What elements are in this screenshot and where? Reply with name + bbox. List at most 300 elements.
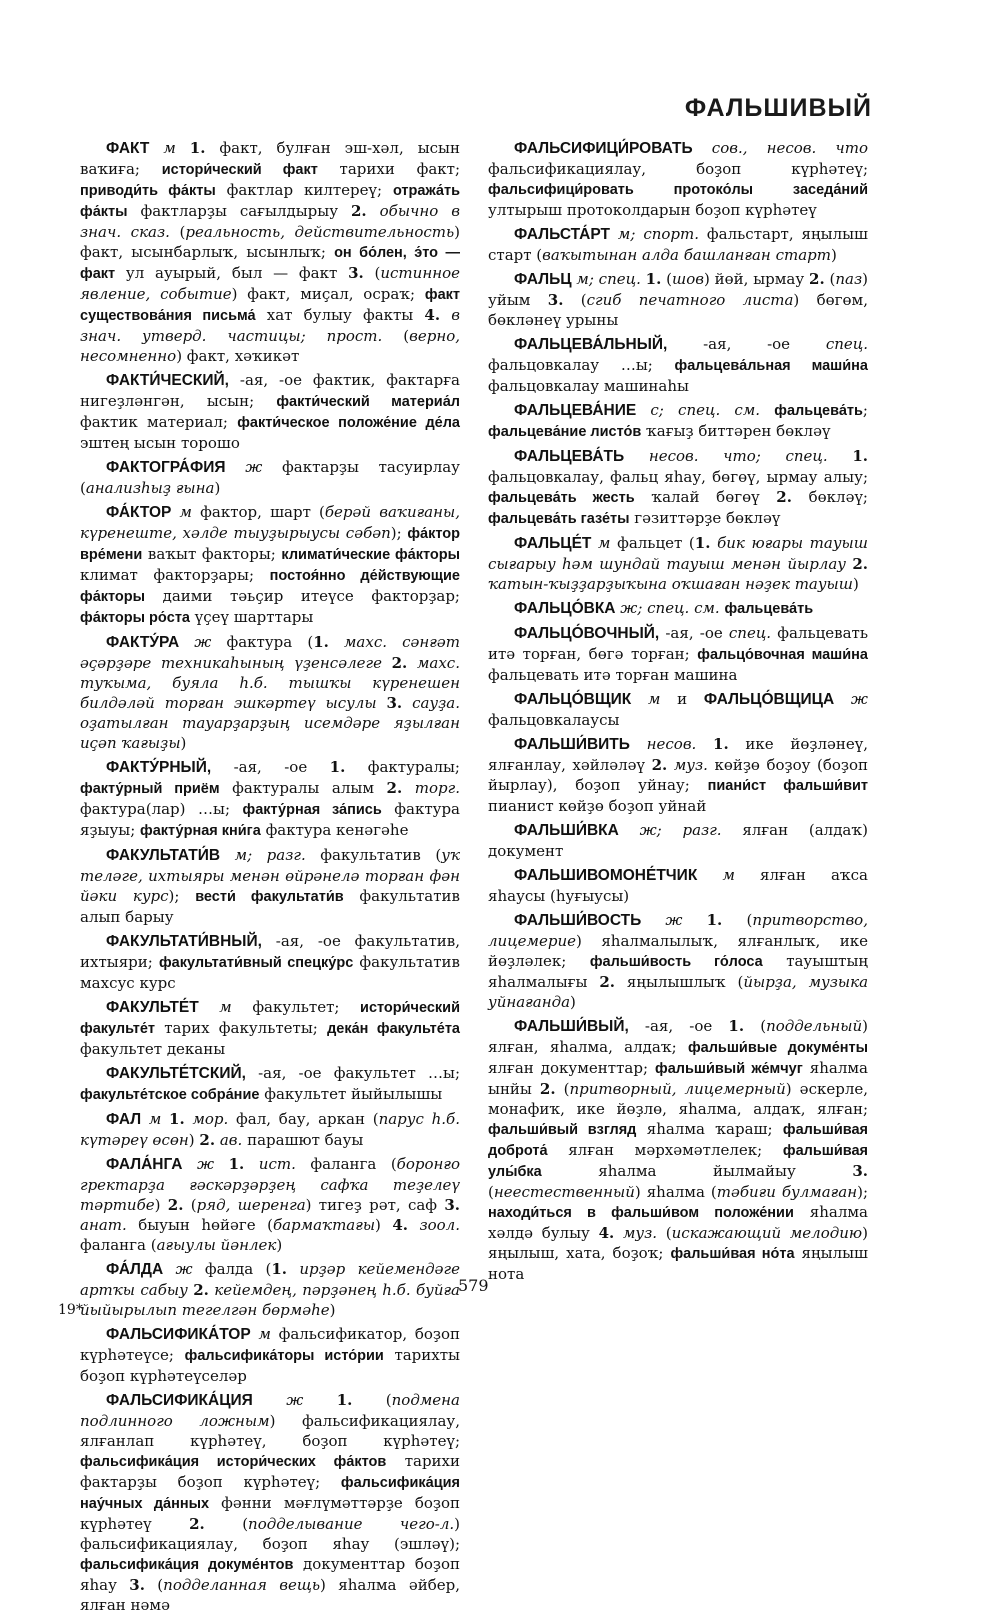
dictionary-entry <box>80 1259 460 1320</box>
definition-text: фәнни мәғлүмәттәрҙе боҙоп күрһәтеү <box>80 1494 460 1533</box>
grammar-label: м <box>219 998 232 1016</box>
definition-text: факультатив махсус курс <box>80 953 460 992</box>
headword: ФАЛ <box>106 1111 142 1128</box>
grammar-label: сгиб печатного листа <box>586 291 794 309</box>
grammar-label: подделывание чего-л. <box>248 1515 455 1533</box>
example-phrase: фальсифика́ция нау́чных да́нных <box>80 1475 460 1512</box>
definition-text: ) факт, ысынбарлыҡ, ысынлыҡ; <box>80 223 460 261</box>
definition-text: тарихи фактарҙы боҙоп күрһәтеү; <box>80 1452 460 1491</box>
definition-text: ( <box>488 1183 494 1201</box>
definition-text: -ая, -ое фактик, фактарға нигеҙләнгән, ысын; <box>80 371 460 410</box>
definition-text: ваҡыт факторы; <box>142 545 282 563</box>
definition-text: факультет деканы <box>80 1040 226 1058</box>
definition-text <box>244 1155 259 1173</box>
definition-text: парашют бауы <box>242 1131 364 1149</box>
grammar-label: ирҙәр кейемендәге артҡы сабыу <box>80 1260 460 1299</box>
grammar-label: спец. <box>825 335 868 353</box>
dictionary-entry <box>80 845 460 927</box>
example-phrase: находи́ться в фальши́вом положе́нии <box>488 1205 794 1221</box>
definition-text: даими тәьҫир итеүсе факторҙар; <box>145 587 460 605</box>
example-phrase: климати́ческие фа́кторы <box>281 547 461 563</box>
example-phrase: фальши́вая доброта́ <box>488 1122 868 1159</box>
definition-text: ) <box>154 1196 168 1214</box>
definition-text <box>402 779 415 797</box>
sense-number: 1. <box>645 270 662 288</box>
definition-text: ) әскерле, монафиҡ, ике йөҙлө, яһалма, алдаҡ, ялған; <box>488 1080 868 1118</box>
grammar-label: верно, несомненно <box>80 327 460 365</box>
definition-text: тарихты боҙоп күрһәтеүселәр <box>80 1346 460 1385</box>
definition-text: ) яңылыш, хата, боҙоҡ; <box>488 1224 868 1262</box>
grammar-label: ж <box>194 633 212 651</box>
dictionary-entry <box>488 334 868 396</box>
definition-text: ) ялған, яһалма, алдаҡ; <box>488 1017 868 1056</box>
headword: ФАКТ <box>106 140 150 157</box>
definition-text: фаланга ( <box>295 1155 397 1173</box>
example-phrase: истори́ческий факт <box>161 162 318 178</box>
headword: ФАКУЛЬТЕ́ТСКИЙ, <box>106 1065 246 1082</box>
example-phrase: факульте́тское собра́ние <box>80 1087 260 1103</box>
grammar-label: с; спец. см. <box>650 401 761 419</box>
definition-text <box>161 1110 169 1128</box>
headword: ФАЛА́НГА <box>106 1156 183 1173</box>
definition-text <box>760 401 774 419</box>
grammar-label: сауҙа. оҙатылған тауарҙарҙың исемдәре яҙылған иҫәп ҡағыҙы <box>80 694 460 752</box>
definition-text: ( <box>352 1391 392 1409</box>
definition-text <box>682 911 706 929</box>
sense-number: 2. <box>193 1281 209 1299</box>
grammar-label: несов. <box>646 735 697 753</box>
example-phrase: фальцева́ть <box>774 403 863 419</box>
grammar-label: искажающий мелодию <box>671 1224 863 1242</box>
sense-number: 2. <box>351 202 367 220</box>
dictionary-entry <box>488 138 868 220</box>
definition-text: ) <box>276 1236 283 1254</box>
example-phrase: фальши́вая но́та <box>670 1246 795 1262</box>
headword: ФАЛЬЦО́ВЩИЦА <box>703 691 835 708</box>
dictionary-entry <box>488 689 868 730</box>
sense-number: 4. <box>424 306 441 324</box>
example-phrase: фальцева́ние листо́в <box>488 424 642 440</box>
definition-text: көйҙө боҙоу (боҙоп йырлау), боҙоп уйнау; <box>488 756 868 794</box>
definition-text <box>214 1155 229 1173</box>
dictionary-entry <box>488 224 868 265</box>
definition-text: яңылышлыҡ ( <box>615 973 744 991</box>
sense-number: 1. <box>271 1260 288 1278</box>
example-phrase: фальцева́льная маши́на <box>674 358 868 374</box>
definition-text: ( <box>657 1224 672 1242</box>
definition-text: ) фальсификациялау, боҙоп яһау (эшләү); <box>80 1515 460 1553</box>
headword: ФАЛЬСИФИКА́ЦИЯ <box>106 1392 253 1409</box>
sense-number: 1. <box>169 1110 185 1128</box>
definition-text <box>377 694 387 712</box>
grammar-label: ж; разг. <box>639 821 722 839</box>
definition-text: ) <box>375 1216 393 1234</box>
definition-text: факультатив ( <box>305 846 442 864</box>
dictionary-entry <box>80 997 460 1059</box>
definition-text: фактлар килтереү; <box>215 181 393 199</box>
sense-number: 3. <box>386 694 403 712</box>
running-head: ФАЛЬШИВЫЙ <box>684 94 872 122</box>
definition-text <box>382 654 392 672</box>
definition-text: ); <box>168 887 196 905</box>
dictionary-entry <box>80 457 460 498</box>
definition-text: ( <box>363 264 381 282</box>
definition-text: фактура ( <box>211 633 314 651</box>
example-phrase: отража́ть фа́кты <box>80 183 460 220</box>
definition-text: фальцет ( <box>610 534 695 552</box>
definition-text <box>641 911 665 929</box>
definition-text: фал, бау, аркан ( <box>228 1110 379 1128</box>
definition-text: ) <box>180 734 187 752</box>
headword: ФАКТИ́ЧЕСКИЙ, <box>106 372 229 389</box>
headword: ФАЛЬШИ́ВКА <box>514 822 619 839</box>
grammar-label: боронғо гректарҙа ғәскәрҙәрҙең сафҡа теҙелеү тәртибе <box>80 1155 460 1214</box>
definition-text <box>329 633 344 651</box>
example-phrase: фальши́вый взгляд <box>488 1122 637 1138</box>
sense-number: 1. <box>694 534 711 552</box>
headword: ФАКТУ́РА <box>106 634 180 651</box>
definition-text: факультатив алып барыу <box>80 887 460 926</box>
definition-text: ултырыш протоколдарын боҙоп күрһәтеү <box>488 201 817 219</box>
definition-text <box>614 1224 623 1242</box>
example-phrase: фальши́вый же́мчуг <box>655 1061 803 1077</box>
sense-number: 3. <box>547 291 564 309</box>
dictionary-entry <box>488 269 868 330</box>
grammar-label: анат. <box>80 1216 127 1234</box>
definition-text: эштең ысын торошо <box>80 434 240 452</box>
grammar-label: в знач. утверд. частицы; прост. <box>80 306 460 345</box>
sense-number: 2. <box>809 270 825 288</box>
definition-text: ) уйым <box>488 270 868 309</box>
grammar-label: м <box>722 866 735 884</box>
dictionary-entry <box>488 1016 868 1284</box>
definition-text <box>834 690 851 708</box>
example-phrase: фальцева́ть газе́ты <box>488 511 630 527</box>
grammar-label: подмена подлинного ложным <box>80 1391 460 1430</box>
definition-text: фактор, шарт ( <box>191 503 325 521</box>
definition-text <box>149 139 163 157</box>
example-phrase: фальсифика́ция докуме́нтов <box>80 1557 294 1573</box>
example-phrase: дека́н факульте́та <box>327 1021 460 1037</box>
definition-text <box>176 139 190 157</box>
grammar-label: обычно в знач. сказ. <box>80 202 460 241</box>
definition-text <box>163 1260 175 1278</box>
grammar-label: ҡатын-ҡыҙҙарҙыҡына оҡшаған нәҙек тауыш <box>488 575 853 593</box>
definition-text <box>636 401 650 419</box>
grammar-label: муз. <box>673 756 708 774</box>
headword: ФАЛЬЦЕВА́ТЬ <box>514 448 625 465</box>
sense-number: 1. <box>189 139 206 157</box>
definition-text <box>828 447 853 465</box>
definition-text <box>303 1391 336 1409</box>
dictionary-entry <box>80 502 460 628</box>
definition-text: ( <box>824 270 836 288</box>
definition-text <box>402 694 412 712</box>
definition-text: ) бөгөм, бөкләнеү урыны <box>488 291 868 329</box>
example-phrase: истори́ческий факульте́т <box>80 1000 460 1037</box>
definition-text: гәзиттәрҙе бөкләү <box>629 509 781 527</box>
definition-text: ) <box>329 1301 336 1319</box>
definition-text: ); <box>390 524 408 542</box>
dictionary-entry <box>80 1063 460 1105</box>
definition-text: -ая, -ое <box>628 1017 729 1035</box>
definition-text <box>631 690 648 708</box>
definition-text <box>253 1391 286 1409</box>
definition-text: фактуралы алым <box>219 779 387 797</box>
definition-text: -ая, -ое <box>667 335 826 353</box>
definition-text: ); <box>857 1183 868 1201</box>
definition-text: тарихи факт; <box>317 160 460 178</box>
definition-text: фактларҙы сағылдырыу <box>127 202 351 220</box>
grammar-label: несов. что; спец. <box>648 447 828 465</box>
definition-text: ( <box>144 1576 164 1594</box>
definition-text: факультет; <box>231 998 361 1016</box>
grammar-label: м <box>148 1110 162 1128</box>
definition-text: ) фальсификациялау, ялғанлап күрһәтеү, боҙоп күрһәтеү; <box>80 1412 460 1450</box>
example-phrase: фальсифика́ция истори́ческих фа́ктов <box>80 1454 387 1470</box>
definition-text: ялған (алдаҡ) документ <box>488 821 868 860</box>
definition-text: үҫеү шарттары <box>190 608 314 626</box>
definition-text <box>179 633 194 651</box>
definition-text: ) <box>830 246 837 264</box>
sense-number: 3. <box>852 1162 868 1180</box>
definition-text: яһалма ҡараш; <box>636 1120 783 1138</box>
grammar-label: торг. <box>414 779 460 797</box>
headword: ФАЛЬСИФИКА́ТОР <box>106 1326 251 1343</box>
definition-text: фальцовкалау …ы; <box>488 356 675 374</box>
example-phrase: фальши́вость го́лоса <box>589 954 763 970</box>
grammar-label: кейемдең, пәрҙәнең һ.б. буйға йыйырылып тегелгән бөрмәһе <box>80 1281 460 1319</box>
grammar-label: ж; спец. см. <box>620 599 720 617</box>
definition-text: пианист көйҙө боҙоп уйнай <box>488 797 707 815</box>
example-phrase: факту́рный приём <box>80 781 220 797</box>
grammar-label: ж <box>665 911 683 929</box>
definition-text <box>226 458 246 476</box>
dictionary-entry <box>488 446 868 529</box>
definition-text <box>610 225 618 243</box>
dictionary-column-left <box>80 138 460 1619</box>
definition-text: ) яһалма ( <box>634 1183 717 1201</box>
dictionary-entry <box>488 623 868 685</box>
definition-text <box>141 1110 149 1128</box>
sense-number: 1. <box>228 1155 245 1173</box>
definition-text: климат факторҙары; <box>80 566 270 584</box>
grammar-label: реальность, действительность <box>185 223 455 241</box>
sense-number: 4. <box>392 1216 408 1234</box>
definition-text: фактура кенәгәһе <box>260 821 409 839</box>
grammar-label: истинное явление, событие <box>80 264 460 303</box>
definition-text: ( <box>661 270 672 288</box>
definition-text: -ая, -ое <box>211 758 330 776</box>
grammar-label: тәбиғи булмаған <box>716 1183 858 1201</box>
grammar-label: ағыулы йәнлек <box>156 1236 277 1254</box>
definition-text: ул ауырый, был — факт <box>115 264 349 282</box>
definition-text: ; <box>862 401 868 419</box>
sense-number: 1. <box>336 1391 353 1409</box>
sense-number: 1. <box>852 447 868 465</box>
example-phrase: факт существова́ния письма́ <box>80 287 461 324</box>
headword: ФАЛЬШИ́ВИТЬ <box>514 736 630 753</box>
definition-text: и <box>660 690 704 708</box>
headword: ФАЛЬСИФИЦИ́РОВАТЬ <box>514 140 693 157</box>
definition-text: фальстарт, яңылыш старт ( <box>488 225 868 264</box>
sense-number: 4. <box>598 1224 615 1242</box>
sense-number: 3. <box>348 264 364 282</box>
definition-text: факт, булған эш-хәл, ысын ваҡиға; <box>80 139 460 178</box>
example-phrase: факту́рная кни́га <box>140 823 261 839</box>
example-phrase: фальсифици́ровать протоко́лы заседа́ний <box>488 182 868 198</box>
sense-number: 1. <box>329 758 346 776</box>
definition-text: ( <box>722 911 753 929</box>
dictionary-entry <box>80 1109 460 1150</box>
grammar-label: м <box>647 690 661 708</box>
definition-text: яһалма хәлдә булыу <box>488 1203 868 1242</box>
sense-number: 1. <box>313 633 329 651</box>
definition-text: ) факт, миҫал, осраҡ; <box>231 285 425 303</box>
grammar-label: притворство, лицемерие <box>488 911 868 950</box>
grammar-label: подделанная вещь <box>163 1576 321 1594</box>
definition-text <box>619 821 640 839</box>
example-phrase: приводи́ть фа́кты <box>80 183 216 199</box>
grammar-label: ж <box>245 458 263 476</box>
dictionary-entry <box>80 632 460 753</box>
definition-text: ҡалай бөгөү <box>634 488 777 506</box>
headword: ФАЛЬЦЕ́Т <box>514 535 592 552</box>
grammar-label: ж <box>286 1391 304 1409</box>
definition-text: фактуралы; <box>345 758 460 776</box>
grammar-label: ж <box>175 1260 193 1278</box>
headword: ФАЛЬЦО́ВОЧНЫЙ, <box>514 625 660 642</box>
sense-number: 2. <box>776 488 792 506</box>
definition-text: фальцевать итә торған, бөгә торған; <box>488 624 868 663</box>
definition-text: ) яһалма әйбер, ялған нәмә <box>80 1576 460 1614</box>
definition-text: яңылыш нота <box>488 1244 868 1283</box>
headword: ФАЛЬШИ́ВЫЙ, <box>514 1018 629 1035</box>
definition-text: -ая, -ое факультет …ы; <box>245 1064 460 1082</box>
dictionary-entry <box>488 598 868 619</box>
dictionary-entry <box>80 138 460 366</box>
example-phrase: фальцо́вочная маши́на <box>697 647 868 663</box>
headword: ФАЛЬСТА́РТ <box>514 226 610 243</box>
definition-text: ( <box>744 1017 767 1035</box>
definition-text: ) <box>570 993 576 1011</box>
example-phrase: факти́ческий материа́л <box>276 394 460 410</box>
definition-text: ) яһалмалылыҡ, ялғанлыҡ, ике йөҙләлек; <box>488 932 868 970</box>
grammar-label: м <box>179 503 192 521</box>
example-phrase: фа́ктор вре́мени <box>80 526 460 563</box>
definition-text: ) <box>188 1131 200 1149</box>
definition-text: документтар боҙоп яһау <box>80 1555 461 1594</box>
example-phrase: он бо́лен, э́то — факт <box>80 245 460 282</box>
sense-number: 2. <box>539 1080 556 1098</box>
dictionary-entry <box>80 931 460 993</box>
grammar-label: спец. <box>728 624 772 642</box>
headword: ФАЛЬШИВОМОНЕ́ТЧИК <box>514 867 698 884</box>
sense-number: 2. <box>391 654 408 672</box>
dictionary-entry <box>80 757 460 841</box>
headword: ФАЛЬЦ <box>514 271 572 288</box>
example-phrase: факультати́вный спецку́рс <box>158 955 354 971</box>
definition-text: ялған мәрхәмәтлелек; <box>547 1141 783 1159</box>
definition-text <box>183 1155 198 1173</box>
example-phrase: вести́ факультати́в <box>195 889 344 905</box>
example-phrase: фальцева́ть жесть <box>488 490 635 506</box>
headword: ФАКУЛЬТАТИ́В <box>106 847 221 864</box>
grammar-label: муз. <box>622 1224 658 1242</box>
example-phrase: фальши́вая улы́бка <box>488 1143 868 1180</box>
definition-text: фактик материал; <box>80 413 238 431</box>
definition-text: ) факт, хәҡикәт <box>176 347 300 365</box>
example-phrase: постоя́нно де́йствующие фа́кторы <box>80 568 460 605</box>
grammar-label: йырҙа, музыка уйнағанда <box>488 973 869 1011</box>
sense-number: 2. <box>599 973 616 991</box>
example-phrase: фальши́вые докуме́нты <box>687 1040 868 1056</box>
grammar-label: анализһыҙ ғына <box>85 479 215 497</box>
definition-text: фаланга ( <box>80 1236 157 1254</box>
definition-text: фактура(лар) …ы; <box>80 800 243 818</box>
grammar-label: неестественный <box>493 1183 635 1201</box>
definition-text <box>287 1260 299 1278</box>
sense-number: 1. <box>706 911 723 929</box>
grammar-label: берәй ваҡиғаны, күренеште, хәлде тыуҙырыусы сәбәп <box>80 503 460 542</box>
grammar-label: м; спорт. <box>617 225 699 243</box>
grammar-label: ваҡытынан алда башланған старт <box>542 246 831 264</box>
definition-text: фактарҙы тасуирлау ( <box>80 458 460 497</box>
definition-text: фальцовкалау, фальц яһау, бөгөү, ырмау алыу; <box>488 468 868 486</box>
sense-number: 3. <box>444 1196 461 1214</box>
definition-text: фактура яҙыуы; <box>80 800 460 839</box>
definition-text: ) <box>853 575 859 593</box>
grammar-label: сов., несов. что <box>711 139 868 157</box>
grammar-label: бик юғары тауыш сығарыу һәм шундай тауыш менән йырлау <box>488 534 868 573</box>
definition-text: ( <box>382 327 410 345</box>
headword: ФАЛЬЦО́ВЩИК <box>514 691 632 708</box>
grammar-label: м <box>598 534 611 552</box>
grammar-label: поддельный <box>766 1017 863 1035</box>
definition-text: фальцовкалау машинаһы <box>488 377 689 395</box>
grammar-label: ист. <box>258 1155 296 1173</box>
definition-text: ҡағыҙ биттәрен бөкләү <box>641 422 831 440</box>
definition-text: ) <box>214 479 221 497</box>
grammar-label: ж <box>850 690 868 708</box>
grammar-label: махс. сәнғәт әҫәрҙәре техникаһының үҙенсәлеге <box>80 633 460 672</box>
grammar-label: ряд, шеренга <box>196 1196 306 1214</box>
page-number: 579 <box>458 1276 489 1295</box>
headword: ФАЛЬШИ́ВОСТЬ <box>514 912 642 929</box>
grammar-label: м; разг. <box>234 846 306 864</box>
definition-text <box>171 503 179 521</box>
definition-text <box>697 866 722 884</box>
grammar-label: зоол. <box>419 1216 460 1234</box>
sense-number: 2. <box>386 779 403 797</box>
grammar-label: паз <box>835 270 863 288</box>
headword: ФАКУЛЬТАТИ́ВНЫЙ, <box>106 933 262 950</box>
example-phrase: пиани́ст фальши́вит <box>707 778 868 794</box>
sense-number: 3. <box>129 1576 145 1594</box>
grammar-label: притворный, лицемерный <box>569 1080 786 1098</box>
definition-text: тауыштың яһалмалығы <box>488 952 868 991</box>
dictionary-entry <box>488 865 868 906</box>
definition-text: ) йөй, ырмау <box>703 270 810 288</box>
definition-text <box>630 735 647 753</box>
example-phrase: фальцева́ть <box>724 601 814 617</box>
definition-text <box>367 202 380 220</box>
headword: ФАКТОГРА́ФИЯ <box>106 459 226 476</box>
headword: ФАЛЬЦО́ВКА <box>514 600 616 617</box>
grammar-label: ж <box>197 1155 215 1173</box>
grammar-label: шов <box>672 270 704 288</box>
definition-text: факультет йыйылышы <box>259 1085 443 1103</box>
